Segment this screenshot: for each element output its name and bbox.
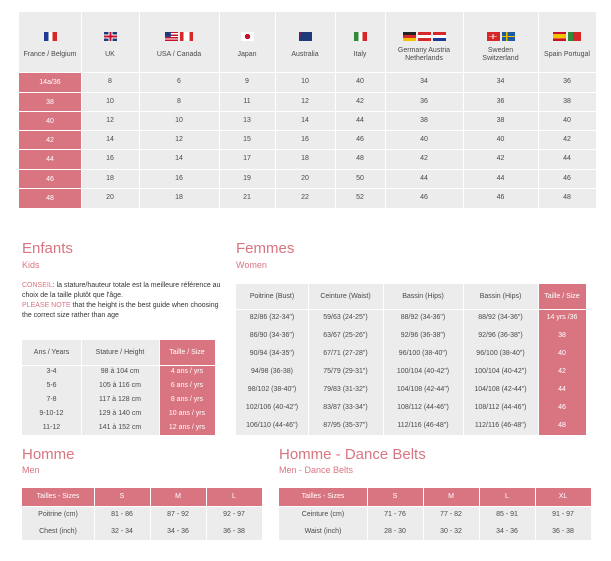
size-cell: 44 xyxy=(420,175,428,182)
column-header: M xyxy=(448,493,454,500)
french-size-cell: 40 xyxy=(19,111,81,130)
table-cell: 59/63 (24-25") xyxy=(323,314,368,321)
flags-group xyxy=(335,32,385,41)
country-column-header xyxy=(538,12,596,72)
column-header: L xyxy=(505,493,509,500)
size-cell: 11 xyxy=(243,98,251,105)
size-cell: 50 xyxy=(356,175,364,182)
size-cell: 48 xyxy=(563,194,571,201)
column-header: Ceinture (Waist) xyxy=(320,293,371,300)
table-cell: 100/104 (40-42") xyxy=(474,368,527,375)
table-cell: 112/116 (46-48") xyxy=(474,422,527,429)
size-cell: 18 xyxy=(301,155,309,162)
flags-group xyxy=(19,32,81,41)
canada-flag-icon xyxy=(180,32,193,41)
women-size-table xyxy=(236,284,586,435)
size-cell: 16 xyxy=(175,175,183,182)
kids-subtitle: Kids xyxy=(22,260,40,270)
size-cell: 46 xyxy=(496,194,505,201)
table-cell: 10 ans / yrs xyxy=(168,410,206,417)
country-column-header xyxy=(335,12,385,72)
table-cell: 67/71 (27-28") xyxy=(323,350,368,357)
column-header: Tailles - Sizes xyxy=(36,493,80,500)
size-cell: 40 xyxy=(563,117,571,124)
country-column-header xyxy=(463,12,538,72)
switzerland-flag-icon xyxy=(487,32,500,41)
flags-group xyxy=(139,32,219,41)
table-cell: 38 xyxy=(558,332,566,339)
table-cell: 96/100 (38-40") xyxy=(398,350,448,357)
please-note-label: PLEASE NOTE xyxy=(22,302,71,309)
austria-flag-icon xyxy=(418,32,431,41)
table-cell: 86/90 (34-36") xyxy=(249,332,295,339)
column-header: Bassin (Hips) xyxy=(479,293,522,300)
size-cell: 10 xyxy=(175,117,183,124)
sweden-flag-icon xyxy=(502,32,515,41)
size-cell: 17 xyxy=(243,155,251,162)
french-size-cell: 44 xyxy=(19,149,81,169)
table-cell: 98 à 104 cm xyxy=(100,368,140,375)
size-cell: 10 xyxy=(106,98,114,105)
table-cell: 92 - 97 xyxy=(223,511,245,518)
portugal-flag-icon xyxy=(568,32,581,41)
usa-flag-icon xyxy=(165,32,178,41)
table-cell: 40 xyxy=(558,350,566,357)
flags-group xyxy=(219,32,275,41)
french-size-cell: 38 xyxy=(19,92,81,111)
size-cell: 40 xyxy=(496,136,505,143)
size-cell: 38 xyxy=(563,98,571,105)
table-cell: 85 - 91 xyxy=(496,511,518,518)
conseil-text: : la stature/hauteur totale est la meilleure référence au choix de la taille plutôt que l'âge. xyxy=(22,282,221,299)
table-cell: 44 xyxy=(558,386,566,393)
country-label: Australia xyxy=(291,51,319,58)
table-cell: 117 à 128 cm xyxy=(99,396,141,403)
flags-group xyxy=(385,32,463,41)
table-cell: Chest (inch) xyxy=(39,528,77,535)
table-cell: 12 ans / yrs xyxy=(168,424,206,431)
country-column-header xyxy=(19,12,81,72)
table-cell: 81 - 86 xyxy=(111,511,133,518)
table-cell: 9-10-12 xyxy=(39,410,64,417)
table-cell: 83/87 (33-34") xyxy=(323,404,368,411)
country-label: Japan xyxy=(237,51,257,58)
flags-group xyxy=(81,32,139,41)
table-cell: 104/108 (42-44") xyxy=(474,386,527,393)
size-cell: 8 xyxy=(177,98,181,105)
table-cell: 91 - 97 xyxy=(552,511,574,518)
country-column-header xyxy=(275,12,335,72)
size-cell: 20 xyxy=(106,194,114,201)
size-cell: 8 xyxy=(108,78,112,85)
table-cell: 5-6 xyxy=(46,382,57,389)
size-cell: 19 xyxy=(243,175,251,182)
conseil-label: CONSEIL xyxy=(22,282,53,289)
women-subtitle: Women xyxy=(236,260,267,270)
country-column-header xyxy=(385,12,463,72)
country-label: Sweden Switzerland xyxy=(482,47,519,62)
size-cell: 46 xyxy=(420,194,428,201)
country-label: Italy xyxy=(353,51,367,58)
table-cell: 6 ans / yrs xyxy=(170,382,204,389)
table-cell: 3-4 xyxy=(46,368,57,375)
table-cell: 75/79 (29-31") xyxy=(323,368,368,375)
size-cell: 18 xyxy=(175,194,183,201)
table-cell: 87 - 92 xyxy=(167,511,189,518)
flags-group xyxy=(538,32,596,41)
table-cell: 34 - 36 xyxy=(167,528,189,535)
size-cell: 12 xyxy=(175,136,183,143)
size-conversion-table xyxy=(19,12,596,208)
column-header: L xyxy=(232,493,236,500)
size-cell: 10 xyxy=(301,78,309,85)
dance-belts-subtitle: Men - Dance Belts xyxy=(279,465,354,475)
column-header: M xyxy=(175,493,181,500)
table-cell: 4 ans / yrs xyxy=(170,368,204,375)
table-cell: Waist (inch) xyxy=(304,528,342,535)
table-cell: 63/67 (25-26") xyxy=(323,332,368,339)
table-cell: 100/104 (40-42") xyxy=(396,368,450,375)
size-cell: 6 xyxy=(177,78,181,85)
size-cell: 14 xyxy=(175,155,183,162)
table-cell: 104/108 (42-44") xyxy=(396,386,450,393)
table-cell: 98/102 (38-40") xyxy=(247,386,297,393)
size-cell: 34 xyxy=(496,78,505,85)
table-cell: 32 - 34 xyxy=(111,528,133,535)
size-cell: 42 xyxy=(356,98,364,105)
country-column-header xyxy=(81,12,139,72)
country-column-header xyxy=(139,12,219,72)
men-subtitle: Men xyxy=(22,465,40,475)
country-label: Spain Portugal xyxy=(544,51,590,58)
size-cell: 12 xyxy=(106,117,114,124)
column-header: Taille / Size xyxy=(169,349,205,356)
table-cell: 77 - 82 xyxy=(440,511,462,518)
homme-title: Homme xyxy=(22,446,75,463)
size-cell: 13 xyxy=(243,117,251,124)
flags-group xyxy=(275,32,335,41)
size-cell: 14 xyxy=(301,117,309,124)
table-cell: 102/106 (40-42") xyxy=(245,404,299,411)
country-column-header xyxy=(219,12,275,72)
size-cell: 18 xyxy=(106,175,114,182)
table-cell: 108/112 (44-46") xyxy=(397,404,449,411)
dance-belts-title: Homme - Dance Belts xyxy=(279,446,426,463)
table-cell: 48 xyxy=(558,422,566,429)
column-header: Tailles - Sizes xyxy=(301,493,345,500)
table-cell: 11-12 xyxy=(42,424,61,431)
size-cell: 36 xyxy=(496,98,505,105)
country-label: USA / Canada xyxy=(156,51,202,58)
table-cell: Poitrine (cm) xyxy=(38,511,78,518)
table-cell: 141 à 152 cm xyxy=(98,424,142,431)
france-flag-icon xyxy=(44,32,57,41)
netherlands-flag-icon xyxy=(433,32,446,41)
size-cell: 36 xyxy=(563,78,571,85)
column-header: Taille / Size xyxy=(544,293,580,300)
table-cell: 71 - 76 xyxy=(384,511,406,518)
size-cell: 44 xyxy=(356,117,364,124)
table-cell: 94/98 (36-38) xyxy=(250,368,294,375)
size-cell: 16 xyxy=(106,155,114,162)
french-size-cell: 46 xyxy=(19,169,81,188)
size-cell: 36 xyxy=(420,98,428,105)
size-cell: 52 xyxy=(356,194,364,201)
femmes-title: Femmes xyxy=(236,240,295,257)
size-cell: 46 xyxy=(356,136,364,143)
size-cell: 12 xyxy=(301,98,309,105)
table-cell: Ceinture (cm) xyxy=(301,511,345,518)
size-cell: 40 xyxy=(356,78,364,85)
size-cell: 44 xyxy=(563,155,571,162)
dance-belts-size-table xyxy=(279,488,591,540)
australia-flag-icon xyxy=(299,32,312,41)
french-size-cell: 14a/36 xyxy=(19,72,81,92)
table-cell: 42 xyxy=(558,368,566,375)
table-cell: 28 - 30 xyxy=(384,528,406,535)
column-header: Ans / Years xyxy=(33,349,70,356)
table-cell: 96/100 (38-40") xyxy=(476,350,525,357)
table-cell: 88/92 (34-36") xyxy=(478,314,523,321)
table-cell: 129 à 140 cm xyxy=(98,410,142,417)
size-cell: 46 xyxy=(563,175,571,182)
italy-flag-icon xyxy=(354,32,367,41)
size-cell: 20 xyxy=(301,175,309,182)
size-cell: 40 xyxy=(420,136,428,143)
table-cell: 106/110 (44-46") xyxy=(246,422,298,429)
size-cell: 42 xyxy=(496,155,505,162)
germany-flag-icon xyxy=(403,32,416,41)
table-cell: 79/83 (31-32") xyxy=(323,386,368,393)
kids-size-table xyxy=(22,340,215,435)
please-note-text: that the height is the best guide when choosing the correct size rather than age xyxy=(22,302,219,319)
uk-flag-icon xyxy=(104,32,117,41)
column-header: Poitrine (Bust) xyxy=(249,293,295,300)
table-cell: 14 yrs /36 xyxy=(546,314,578,321)
size-cell: 38 xyxy=(420,117,428,124)
table-cell: 46 xyxy=(558,404,566,411)
men-size-table xyxy=(22,488,262,540)
french-size-cell: 42 xyxy=(19,130,81,149)
size-cell: 16 xyxy=(301,136,309,143)
size-cell: 34 xyxy=(420,78,428,85)
table-cell: 92/96 (36-38") xyxy=(478,332,523,339)
table-cell: 90/94 (34-35") xyxy=(249,350,295,357)
table-cell: 36 - 38 xyxy=(552,528,574,535)
kids-advice-note xyxy=(22,281,222,321)
size-cell: 9 xyxy=(245,78,249,85)
size-cell: 21 xyxy=(243,194,251,201)
size-cell: 42 xyxy=(563,136,571,143)
table-cell: 36 - 38 xyxy=(223,528,245,535)
column-header: Bassin (Hips) xyxy=(402,293,444,300)
japan-flag-icon xyxy=(241,32,254,41)
column-header: Stature / Height xyxy=(95,349,145,356)
table-cell: 30 - 32 xyxy=(440,528,462,535)
size-cell: 38 xyxy=(496,117,505,124)
size-cell: 42 xyxy=(420,155,428,162)
flags-group xyxy=(463,32,538,41)
table-cell: 105 à 116 cm xyxy=(99,382,141,389)
table-cell: 88/92 (34-36") xyxy=(400,314,446,321)
enfants-title: Enfants xyxy=(22,240,73,257)
size-cell: 14 xyxy=(106,136,114,143)
table-cell: 112/116 (46-48") xyxy=(397,422,449,429)
table-cell: 7-8 xyxy=(46,396,57,403)
size-cell: 48 xyxy=(356,155,364,162)
spain-flag-icon xyxy=(553,32,566,41)
column-header: S xyxy=(392,493,398,500)
table-cell: 108/112 (44-46") xyxy=(474,404,527,411)
table-cell: 8 ans / yrs xyxy=(170,396,204,403)
size-cell: 15 xyxy=(243,136,251,143)
country-label: France / Belgium xyxy=(23,51,77,58)
table-cell: 82/86 (32-34") xyxy=(249,314,295,321)
table-cell: 34 - 36 xyxy=(496,528,518,535)
table-cell: 92/96 (36-38") xyxy=(400,332,446,339)
french-size-cell: 48 xyxy=(19,188,81,208)
country-label: Germany Austria Netherlands xyxy=(397,47,451,62)
column-header: S xyxy=(119,493,125,500)
size-cell: 22 xyxy=(301,194,309,201)
country-label: UK xyxy=(105,51,115,58)
table-cell: 87/95 (35-37") xyxy=(323,422,368,429)
column-header: XL xyxy=(558,493,568,500)
size-cell: 44 xyxy=(496,175,505,182)
